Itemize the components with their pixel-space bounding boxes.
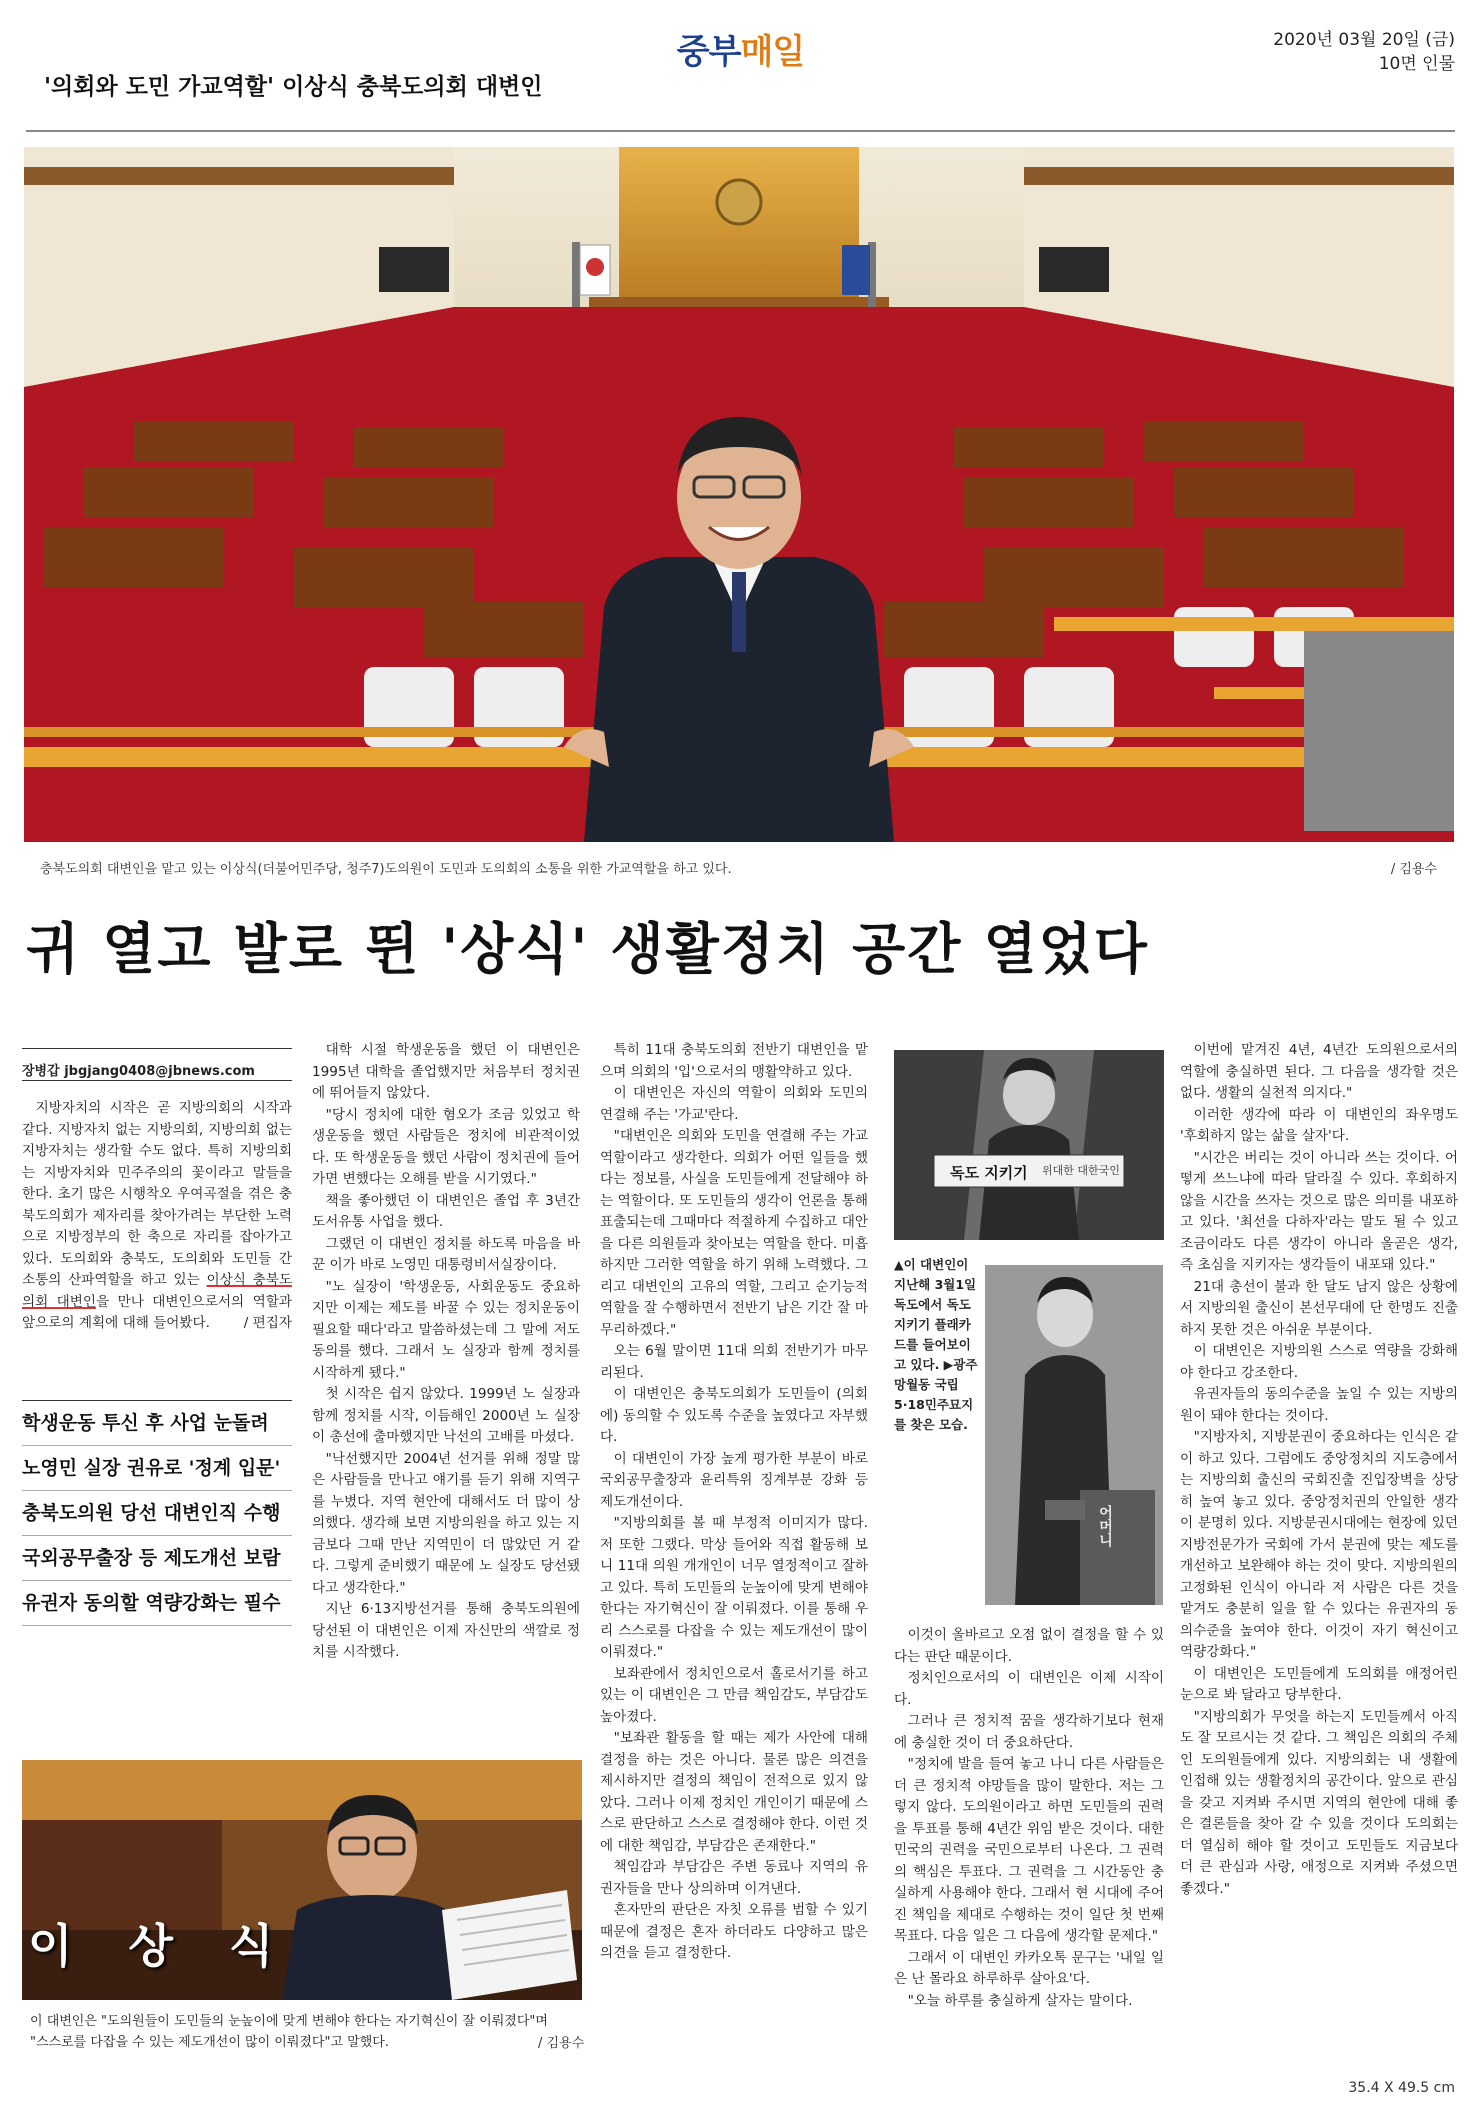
topic-item: 노영민 실장 권유로 '정계 입문' xyxy=(22,1446,292,1491)
paragraph: "보좌관 활동을 할 때는 제가 사안에 대해 결정을 하는 것은 아니다. 물론 많은 의견을 제시하지만 결정의 책임이 전적으로 있지 않았다. 그러나 이제 정치인 개인이기 때문에 스스로 판단하고 스스로 결정해야 한다. 이런 것에 대한 책임감, 부담감은 존재한다." xyxy=(600,1730,868,1854)
main-photo-caption: 충북도의회 대변인을 맡고 있는 이상식(더불어민주당, 청주7)도의원이 도민과 도의회의 소통을 위한 가교역할을 하고 있다. xyxy=(40,862,732,877)
page-section: 10면 인물 xyxy=(1378,54,1455,74)
header-divider xyxy=(26,130,1455,132)
paragraph: 이번에 맡겨진 4년, 4년간 도의원으로서의 역할에 충실하면 된다. 그 다음을 생각할 것은 없다. 생활의 실천적 의지다." xyxy=(1180,1042,1458,1101)
paragraph: "대변인은 의회와 도민을 연결해 주는 가교역할이라고 생각한다. 의회가 어떤 일들을 했다는 정보를, 사실을 도민들에게 전달해야 하는 역할이다. 또 도민들의 생각이 언론을 통해 표출되는데 그때마다 적절하게 수집하고 대안을 다른 의원들과 찾아보는 역할을 한다. 미흡하지만 그러한 역할을 하기 위해 노력했다. 그리고 대변인의 고유의 역할, 그리고 순기능적 역할을 잘 수행하면서 전반기 남은 기간 잘 마무리하겠다." xyxy=(600,1128,868,1338)
dokdo-sign-sub: 위대한 대한국인 xyxy=(1042,1164,1120,1177)
main-photo-credit: / 김용수 xyxy=(1390,862,1437,877)
topic-item: 국외공무출장 등 제도개선 보람 xyxy=(22,1536,292,1581)
lead-text-after: 을 만나 대변인으로서의 역할과 앞으로의 계획에 대해 들어봤다. xyxy=(22,1293,292,1331)
cemetery-illustration xyxy=(985,1265,1163,1605)
column-3 xyxy=(600,1040,868,1965)
paragraph: 책임감과 부담감은 주변 동료나 지역의 유권자들을 만나 상의하며 이겨낸다. xyxy=(600,1859,868,1897)
paragraph: 이 대변인은 지방의원 스스로 역량을 강화해야 한다고 강조한다. xyxy=(1180,1343,1458,1381)
paragraph: 오는 6월 말이면 11대 의회 전반기가 마무리된다. xyxy=(600,1343,868,1381)
topic-item: 유권자 동의할 역량강화는 필수 xyxy=(22,1581,292,1626)
paragraph: 첫 시작은 쉽지 않았다. 1999년 노 실장과 함께 정치를 시작, 이듬해인 2000년 노 실장이 총선에 출마했지만 낙선의 고배를 마셨다. xyxy=(312,1386,580,1445)
portrait-credit: / 김용수 xyxy=(538,2036,585,2051)
portrait-caption-line1: 이 대변인은 "도의원들이 도민들의 눈높이에 맞게 변해야 한다는 자기혁신이 잘 이뤄졌다"며 xyxy=(30,2014,548,2029)
lead-paragraph xyxy=(22,1098,292,1335)
portrait-photo xyxy=(22,1760,582,2000)
topic-list xyxy=(22,1400,292,1626)
article-headline: 귀 열고 발로 뛴 '상식' 생활정치 공간 열었다 xyxy=(26,916,1149,981)
paragraph: 혼자만의 판단은 자칫 오류를 범할 수 있기 때문에 결정은 혼자 하더라도 다양하고 많은 의견을 듣고 결정한다. xyxy=(600,1902,868,1961)
paragraph: 이 대변인은 도민들에게 도의회를 애정어린 눈으로 봐 달라고 당부한다. xyxy=(1180,1665,1458,1703)
paragraph: 이 대변인은 자신의 역할이 의회와 도민의 연결해 주는 '가교'란다. xyxy=(600,1085,868,1123)
inset-caption: ▲이 대변인이 지난해 3월1일 독도에서 독도지키기 플래카드를 들어보이고 있다. ▶광주 망월동 국립 5·18민주묘지를 찾은 모습. xyxy=(894,1257,978,1432)
inset-photo-cemetery xyxy=(985,1265,1163,1605)
paragraph: 이러한 생각에 따라 이 대변인의 좌우명도 '후회하지 않는 삶을 살자'다. xyxy=(1180,1106,1458,1144)
portrait-caption xyxy=(30,2011,548,2053)
portrait-caption-line2: "스스로를 다잡을 수 있는 제도개선이 많이 이뤄졌다"고 말했다. xyxy=(30,2035,389,2050)
paragraph: 특히 11대 충북도의회 전반기 대변인을 맡으며 의회의 '입'으로서의 맹활약하고 있다. xyxy=(600,1042,868,1080)
paragraph: 보좌관에서 정치인으로서 홀로서기를 하고 있는 이 대변인은 그 만큼 책임감도, 부담감도 높아졌다. xyxy=(600,1665,868,1725)
page-size-note: 35.4 X 49.5 cm xyxy=(1348,2080,1455,2096)
paragraph: "지방의회가 무엇을 하는지 도민들께서 아직도 잘 모르시는 것 같다. 그 책임은 의회의 주체인 도의원들에게 있다. 지방의회는 내 생활에 인접해 있는 생활정치의 공간이다. 앞으로 관심을 갖고 지켜봐 주시면 지역의 현안에 대해 좋은 결론들을 찾아 갈 수 있을 것이다 도의회는 더 열심히 해야 할 것이고 도민들도 지금보다 더 큰 관심과 사랑, 애정으로 지켜봐 주셨으면 좋겠다." xyxy=(1180,1708,1458,1897)
paragraph: 그랬던 이 대변인 정치를 하도록 마음을 바꾼 이가 바로 노영민 대통령비서실장이다. xyxy=(312,1235,580,1273)
brand-part2: 매일 xyxy=(740,32,805,72)
paragraph: 그래서 이 대변인 카카오톡 문구는 '내일 일은 난 몰라요 하루하루 살아요'다. xyxy=(894,1949,1164,1987)
byline: 장병갑 jbgjang0408@jbnews.com xyxy=(22,1064,255,1079)
issue-info xyxy=(1273,28,1455,76)
paragraph: 대학 시절 학생운동을 했던 이 대변인은 1995년 대학을 졸업했지만 처음부터 정치권에 뛰어들지 않았다. xyxy=(312,1042,580,1101)
paragraph: "낙선했지만 2004년 선거를 위해 정말 많은 사람들을 만나고 얘기를 듣기 위해 지역구를 누볐다. 지역 현안에 대해서도 더 많이 상의했다. 생각해 보면 지방의원을 하고 있는 지금보다 그때 만난 지역민이 더 많았던 거 같다. 그렇게 준비했기 때문에 노 실장도 당선됐다고 생각한다." xyxy=(312,1450,580,1596)
stone-text: 어머니 xyxy=(1097,1505,1113,1547)
paragraph: 정치인으로서의 이 대변인은 이제 시작이다. xyxy=(894,1670,1164,1708)
paragraph: 책을 좋아했던 이 대변인은 졸업 후 3년간 도서유통 사업을 했다. xyxy=(312,1192,580,1230)
paragraph: "지방의회를 볼 때 부정적 이미지가 많다. 저 또한 그랬다. 막상 들어와 직접 활동해 보니 11대 의원 개개인이 너무 열정적이고 잘하고 있다. 특히 도민들의 눈높이에 맞게 변해야 한다는 자기혁신이 잘 이뤄졌다. 이를 통해 우리 스스로를 다잡을 수 있는 제도개선이 많이 이뤄졌다." xyxy=(600,1515,868,1660)
dokdo-illustration xyxy=(894,1050,1164,1240)
byline-rule xyxy=(22,1048,292,1049)
dokdo-sign: 독도 지키기 xyxy=(950,1164,1028,1182)
paragraph: "오늘 하루를 충실하게 살자는 말이다. xyxy=(907,1992,1133,2009)
topic-item: 학생운동 투신 후 사업 눈돌려 xyxy=(22,1400,292,1446)
newspaper-masthead xyxy=(0,24,1481,73)
paragraph: "당시 정치에 대한 혐오가 조금 있었고 학생운동을 했던 사람들은 정치에 비관적이었다. 또 학생운동을 했던 사람이 정치권에 들어가면 변했다는 오해를 받을 시기였다." xyxy=(312,1106,580,1187)
lead-text: 지방자치의 시작은 곧 지방의회의 시작과 같다. 지방자치 없는 지방의회, 지방의회 없는 지방자치는 생각할 수도 없다. 특히 지방의회는 지방자치와 민주주의의 꽃이라고 말들을 한다. 초기 많은 시행착오 우여곡절을 겪은 충북도의회가 제자리를 찾아가려는 부단한 노력으로 지방정부의 한 축으로 자리를 잡아가고 있다. 도의회와 충북도, 도의회와 도민들 간 소통의 산파역할을 하고 있는 xyxy=(22,1100,292,1288)
paragraph: "지방자치, 지방분권이 중요하다는 인식은 같이 하고 있다. 그럼에도 중앙정치의 지도층에서는 지방의회 출신의 국회진출 진입장벽을 상당히 높여 놓고 있다. 중앙정치권의 안일한 생각이 분명히 있다. 지방분권시대에는 현장에 있던 지방전문가가 국회에 가서 분권에 맞는 제도를 개선하고 보완해야 하는 것이 맞다. 지방의원의 고정화된 인식이 아니라 저 사람은 다른 것을 맡겨도 충분히 일을 할 수 있다는 유권자의 동의수준을 높여야 한다. 이것이 자기 혁신이고 역량강화다." xyxy=(1180,1429,1458,1660)
inset-photo-dokdo xyxy=(894,1050,1164,1240)
paragraph: 그러나 큰 정치적 꿈을 생각하기보다 현재에 충실한 것이 더 중요하단다. xyxy=(894,1713,1164,1751)
lead-highlight: 이상식 충북도의회 대변인 xyxy=(22,1272,292,1310)
name-overlay: 이 상 식 xyxy=(28,1919,294,1973)
brand-part1: 중부 xyxy=(676,32,741,72)
paragraph: 이것이 올바르고 오점 없이 결정을 할 수 있다는 판단 때문이다. xyxy=(894,1627,1164,1665)
main-photo xyxy=(24,147,1454,842)
byline-rule-bottom xyxy=(22,1080,292,1081)
council-chamber-illustration xyxy=(24,147,1454,842)
paragraph: 21대 총선이 불과 한 달도 남지 않은 상황에서 지방의원 출신이 본선무대에 단 한명도 진출하지 못한 것은 아쉬운 부분이다. xyxy=(1180,1278,1458,1338)
column-5 xyxy=(1180,1040,1458,1900)
paragraph: 지난 6·13지방선거를 통해 충북도의원에 당선된 이 대변인은 이제 자신만의 색깔로 정치를 시작했다. xyxy=(312,1601,580,1660)
paragraph: "노 실장이 '학생운동, 사회운동도 중요하지만 이제는 제도를 바꿀 수 있는 정치운동이 필요할 때다'라고 말씀하셨는데 그 말에 저도 동의를 했다. 그래서 노 실장과 함께 정치를 시작하게 됐다." xyxy=(312,1278,580,1381)
topic-item: 충북도의원 당선 대변인직 수행 xyxy=(22,1491,292,1536)
paragraph: "정치에 발을 들여 놓고 나니 다른 사람들은 더 큰 정치적 야망들을 많이 말한다. 저는 그렇지 않다. 도의원이라고 하면 도민들의 권력을 투표를 통해 4년간 위임 받은 것이다. 대한민국의 권력을 국민으로부터 나온다. 그 권력의 핵심은 투표다. 그 권력을 그 시간동안 충실하게 사용해야 한다. 그래서 현 시대에 주어진 책임을 제대로 수행하는 것이 일단 첫 번째 목표다. 다음 일은 그 다음에 생각할 문제다." xyxy=(894,1756,1164,1944)
column-2 xyxy=(312,1040,580,1664)
paragraph: 유권자들의 동의수준을 높일 수 있는 지방의원이 돼야 한다는 것이다. xyxy=(1180,1386,1458,1424)
article-subtitle: '의회와 도민 가교역할' 이상식 충북도의회 대변인 xyxy=(44,74,543,100)
column-4 xyxy=(894,1625,1164,2012)
issue-date: 2020년 03월 20일 (금) xyxy=(1273,30,1455,50)
lead-tag: / 편집자 xyxy=(243,1315,292,1331)
paragraph: 이 대변인이 가장 높게 평가한 부분이 바로 국외공무출장과 윤리특위 징계부분 강화 등 제도개선이다. xyxy=(600,1450,868,1510)
paragraph: "시간은 버리는 것이 아니라 쓰는 것이다. 어떻게 쓰느냐에 따라 달라질 수 있다. 후회하지 않을 시간을 쓰자는 것으로 많은 의미를 내포하고 있다. '최선을 다하자'라는 말도 될 수 있고 조금이라도 다른 생각이 아니라 올곧은 생각, 즉 초심을 지키자는 생각들이 내포돼 있다." xyxy=(1180,1149,1458,1273)
paragraph: 이 대변인은 충북도의회가 도민들이 (의회에) 동의할 수 있도록 수준을 높였다고 자부했다. xyxy=(600,1386,868,1445)
